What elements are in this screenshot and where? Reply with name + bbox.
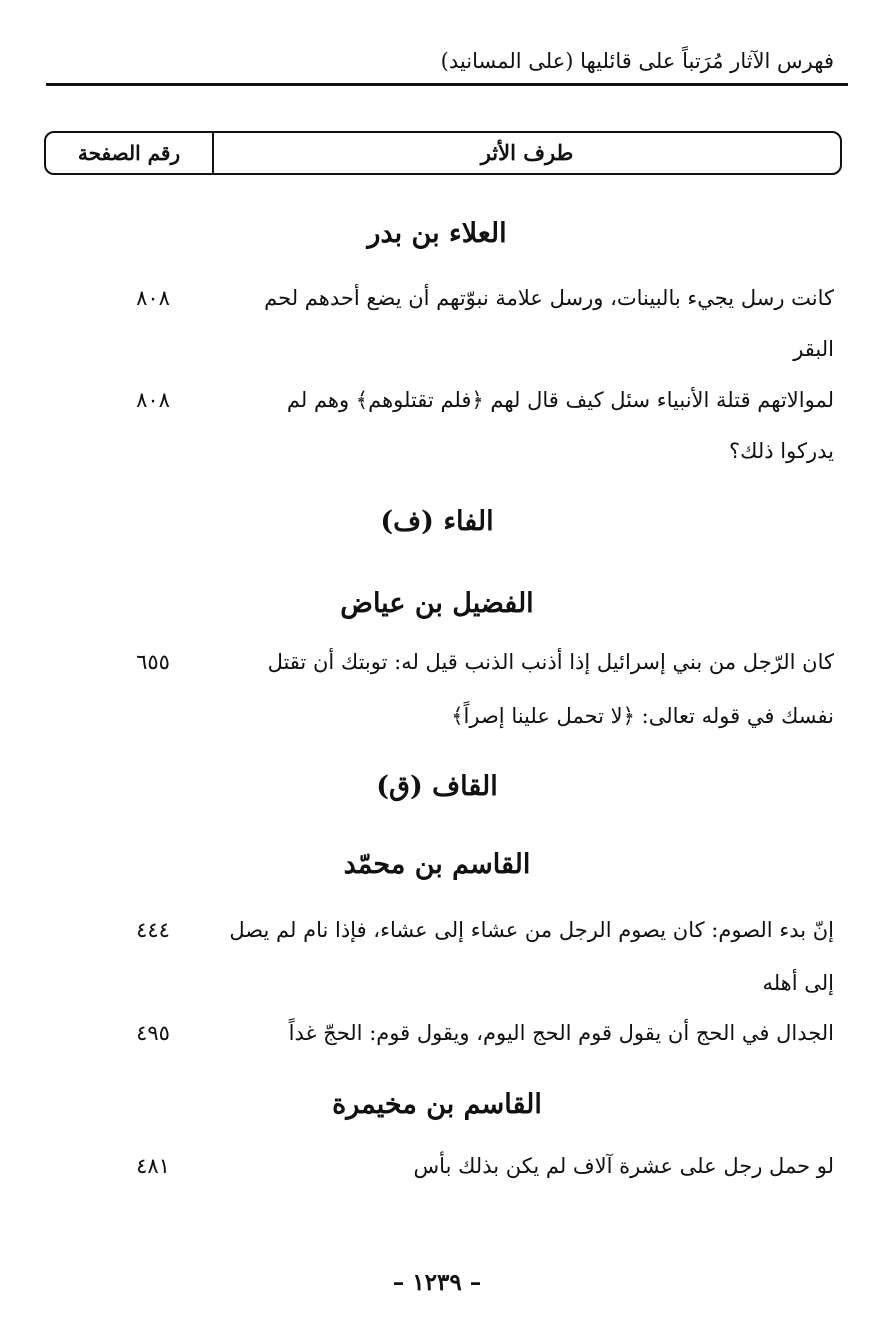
page-number: – ١٢٣٩ –: [392, 1269, 482, 1296]
entry-page: ٦٥٥: [136, 650, 170, 674]
entry-line1: لموالاتهم قتلة الأنبياء سئل كيف قال لهم ﴿فلم تقتلوهم﴾ وهم لم: [286, 388, 834, 412]
column-header-box: [44, 131, 842, 175]
entry-line1: إنّ بدء الصوم: كان يصوم الرجل من عشاء إلى عشاء، فإذا نام لم يصل: [229, 918, 834, 942]
entry-page: ٨٠٨: [136, 286, 170, 310]
entry-line1: الجدال في الحج أن يقول قوم الحج اليوم، ويقول قوم: الحجّ غداً: [288, 1021, 834, 1045]
column-divider: [212, 133, 214, 173]
section-heading: القاسم بن محمّد: [343, 849, 531, 880]
entry-page: ٤٤٤: [136, 918, 170, 942]
column-header-page: رقم الصفحة: [77, 141, 181, 165]
section-heading: العلاء بن بدر: [367, 218, 507, 249]
entry-line1: كانت رسل يجيء بالبينات، ورسل علامة نبوّتهم أن يضع أحدهم لحم: [264, 286, 834, 310]
letter-heading: الفاء (ف): [380, 506, 494, 537]
section-heading: القاسم بن مخيمرة: [332, 1089, 542, 1120]
entry-page: ٨٠٨: [136, 388, 170, 412]
entry-line2: البقر: [793, 337, 834, 361]
entry-line2: يدركوا ذلك؟: [729, 439, 834, 463]
header-rule: [46, 83, 848, 86]
entry-page: ٤٨١: [136, 1154, 170, 1178]
entry-line2: إلى أهله: [762, 971, 834, 995]
section-heading: الفضيل بن عياض: [340, 588, 534, 619]
entry-line1: كان الرّجل من بني إسرائيل إذا أذنب الذنب قيل له: توبتك أن تقتل: [267, 650, 834, 674]
entry-line1: لو حمل رجل على عشرة آلاف لم يكن بذلك بأس: [413, 1154, 834, 1178]
entry-line2: نفسك في قوله تعالى: ﴿لا تحمل علينا إصراً﴾: [451, 704, 834, 728]
running-header: فهرس الآثار مُرَتباً على قائليها (على المسانيد): [440, 49, 834, 73]
column-header-main: طرف الأثر: [480, 140, 574, 165]
entry-page: ٤٩٥: [136, 1021, 170, 1045]
letter-heading: القاف (ق): [376, 771, 498, 802]
